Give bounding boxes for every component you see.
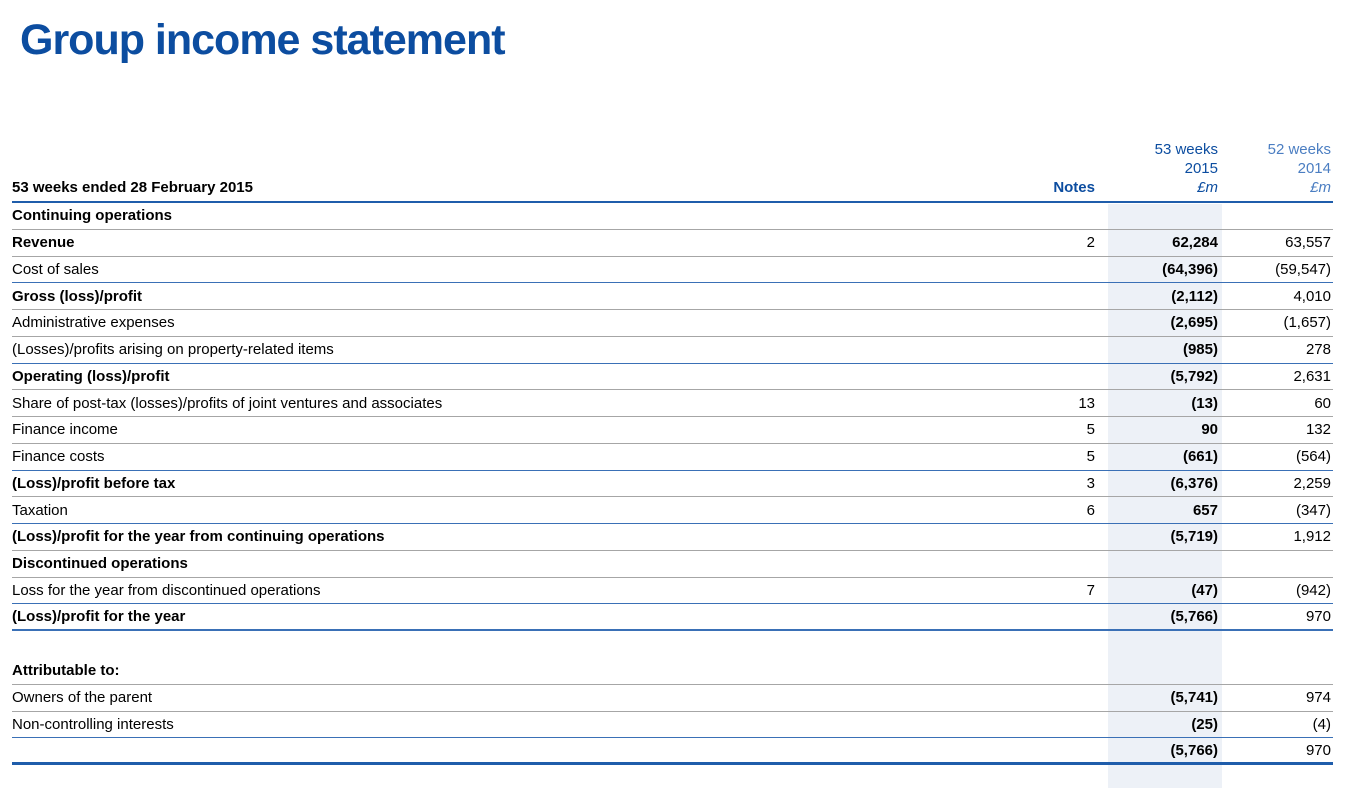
row-value-2014: 63,557 bbox=[1285, 234, 1331, 252]
row-label: Attributable to: bbox=[12, 662, 120, 680]
table-row bbox=[12, 604, 1333, 631]
row-value-2015: (13) bbox=[1191, 394, 1218, 412]
table-row bbox=[12, 390, 1333, 417]
row-value-2014: (4) bbox=[1312, 715, 1331, 733]
row-value-2015: (5,792) bbox=[1170, 367, 1218, 385]
table-row bbox=[12, 738, 1333, 765]
row-value-2015: (5,741) bbox=[1170, 689, 1218, 707]
row-label: Finance costs bbox=[12, 448, 105, 466]
row-note: 5 bbox=[1086, 421, 1095, 439]
table-row bbox=[12, 685, 1333, 712]
row-value-2014: (942) bbox=[1295, 581, 1331, 599]
row-label: Finance income bbox=[12, 421, 118, 439]
column-header-2015-weeks: 53 weeks bbox=[1154, 141, 1218, 158]
column-header-2015-year: 2015 bbox=[1184, 160, 1218, 177]
row-value-2014: 4,010 bbox=[1293, 287, 1331, 305]
table-row bbox=[12, 471, 1333, 498]
row-label: Owners of the parent bbox=[12, 689, 153, 707]
row-value-2014: 2,259 bbox=[1293, 474, 1331, 492]
row-value-2015: 62,284 bbox=[1172, 234, 1218, 252]
row-label: Non-controlling interests bbox=[12, 715, 174, 733]
row-note: 5 bbox=[1086, 448, 1095, 466]
column-header-2014-year: 2014 bbox=[1297, 160, 1331, 177]
table-row bbox=[12, 203, 1333, 230]
row-value-2014: (347) bbox=[1295, 501, 1331, 519]
row-value-2015: (2,695) bbox=[1170, 314, 1218, 332]
table-row bbox=[12, 578, 1333, 605]
row-value-2015: (64,396) bbox=[1162, 260, 1218, 278]
column-header-2014-weeks: 52 weeks bbox=[1267, 141, 1331, 158]
row-value-2015: (2,112) bbox=[1171, 287, 1218, 305]
row-label: (Loss)/profit before tax bbox=[12, 474, 176, 492]
row-label: Administrative expenses bbox=[12, 314, 175, 332]
row-value-2015: (25) bbox=[1191, 715, 1218, 733]
row-value-2015: (47) bbox=[1191, 581, 1218, 599]
row-value-2014: 974 bbox=[1305, 689, 1331, 707]
row-value-2015: (5,719) bbox=[1170, 528, 1218, 546]
row-value-2014: 1,912 bbox=[1293, 528, 1331, 546]
row-label: Taxation bbox=[12, 501, 68, 519]
row-value-2015: (5,766) bbox=[1170, 608, 1218, 626]
row-value-2015: (661) bbox=[1182, 448, 1218, 466]
row-value-2014: (1,657) bbox=[1283, 314, 1331, 332]
row-label: (Loss)/profit for the year bbox=[12, 608, 186, 626]
row-note: 7 bbox=[1086, 581, 1095, 599]
column-header-2014 bbox=[1222, 140, 1333, 197]
row-value-2015: (5,766) bbox=[1170, 741, 1218, 759]
table-row bbox=[12, 524, 1333, 551]
table-row bbox=[12, 417, 1333, 444]
table-body bbox=[12, 203, 1333, 765]
table-header bbox=[12, 140, 1333, 203]
row-value-2014: (59,547) bbox=[1275, 260, 1331, 278]
table-row bbox=[12, 337, 1333, 364]
row-value-2015: 657 bbox=[1192, 501, 1218, 519]
table-row bbox=[12, 444, 1333, 471]
table-row bbox=[12, 257, 1333, 284]
notes-column-header: Notes bbox=[1053, 179, 1095, 196]
row-value-2014: 132 bbox=[1305, 421, 1331, 439]
row-value-2014: 278 bbox=[1305, 341, 1331, 359]
row-note: 2 bbox=[1086, 234, 1095, 252]
period-label: 53 weeks ended 28 February 2015 bbox=[12, 179, 253, 196]
row-label: Operating (loss)/profit bbox=[12, 367, 170, 385]
row-label: (Loss)/profit for the year from continuing operations bbox=[12, 528, 385, 546]
table-row bbox=[12, 230, 1333, 257]
row-note: 6 bbox=[1086, 501, 1095, 519]
row-value-2015: (6,376) bbox=[1170, 474, 1218, 492]
row-value-2014: 60 bbox=[1314, 394, 1331, 412]
table-row bbox=[12, 283, 1333, 310]
row-value-2014: 970 bbox=[1305, 608, 1331, 626]
row-label: Loss for the year from discontinued operations bbox=[12, 581, 321, 599]
column-header-2015-unit: £m bbox=[1197, 179, 1218, 196]
row-value-2015: (985) bbox=[1182, 341, 1218, 359]
row-note: 13 bbox=[1078, 394, 1095, 412]
page-title: Group income statement bbox=[20, 16, 505, 64]
row-label: (Losses)/profits arising on property-related items bbox=[12, 341, 334, 359]
column-header-2014-unit: £m bbox=[1310, 179, 1331, 196]
row-label: Discontinued operations bbox=[12, 555, 188, 573]
spacer-row bbox=[12, 631, 1333, 658]
row-value-2014: 2,631 bbox=[1293, 367, 1331, 385]
row-label: Cost of sales bbox=[12, 260, 99, 278]
table-row bbox=[12, 658, 1333, 685]
row-label: Revenue bbox=[12, 234, 75, 252]
income-statement-table bbox=[12, 140, 1333, 765]
table-row bbox=[12, 712, 1333, 739]
row-note: 3 bbox=[1086, 474, 1095, 492]
column-header-2015 bbox=[1108, 140, 1222, 197]
row-value-2014: 970 bbox=[1305, 741, 1331, 759]
table-row bbox=[12, 551, 1333, 578]
row-value-2015: 90 bbox=[1201, 421, 1218, 439]
row-label: Share of post-tax (losses)/profits of joint ventures and associates bbox=[12, 394, 443, 412]
table-row bbox=[12, 497, 1333, 524]
row-value-2014: (564) bbox=[1295, 448, 1331, 466]
table-row bbox=[12, 310, 1333, 337]
row-label: Gross (loss)/profit bbox=[12, 287, 143, 305]
row-label: Continuing operations bbox=[12, 207, 172, 225]
table-row bbox=[12, 364, 1333, 391]
